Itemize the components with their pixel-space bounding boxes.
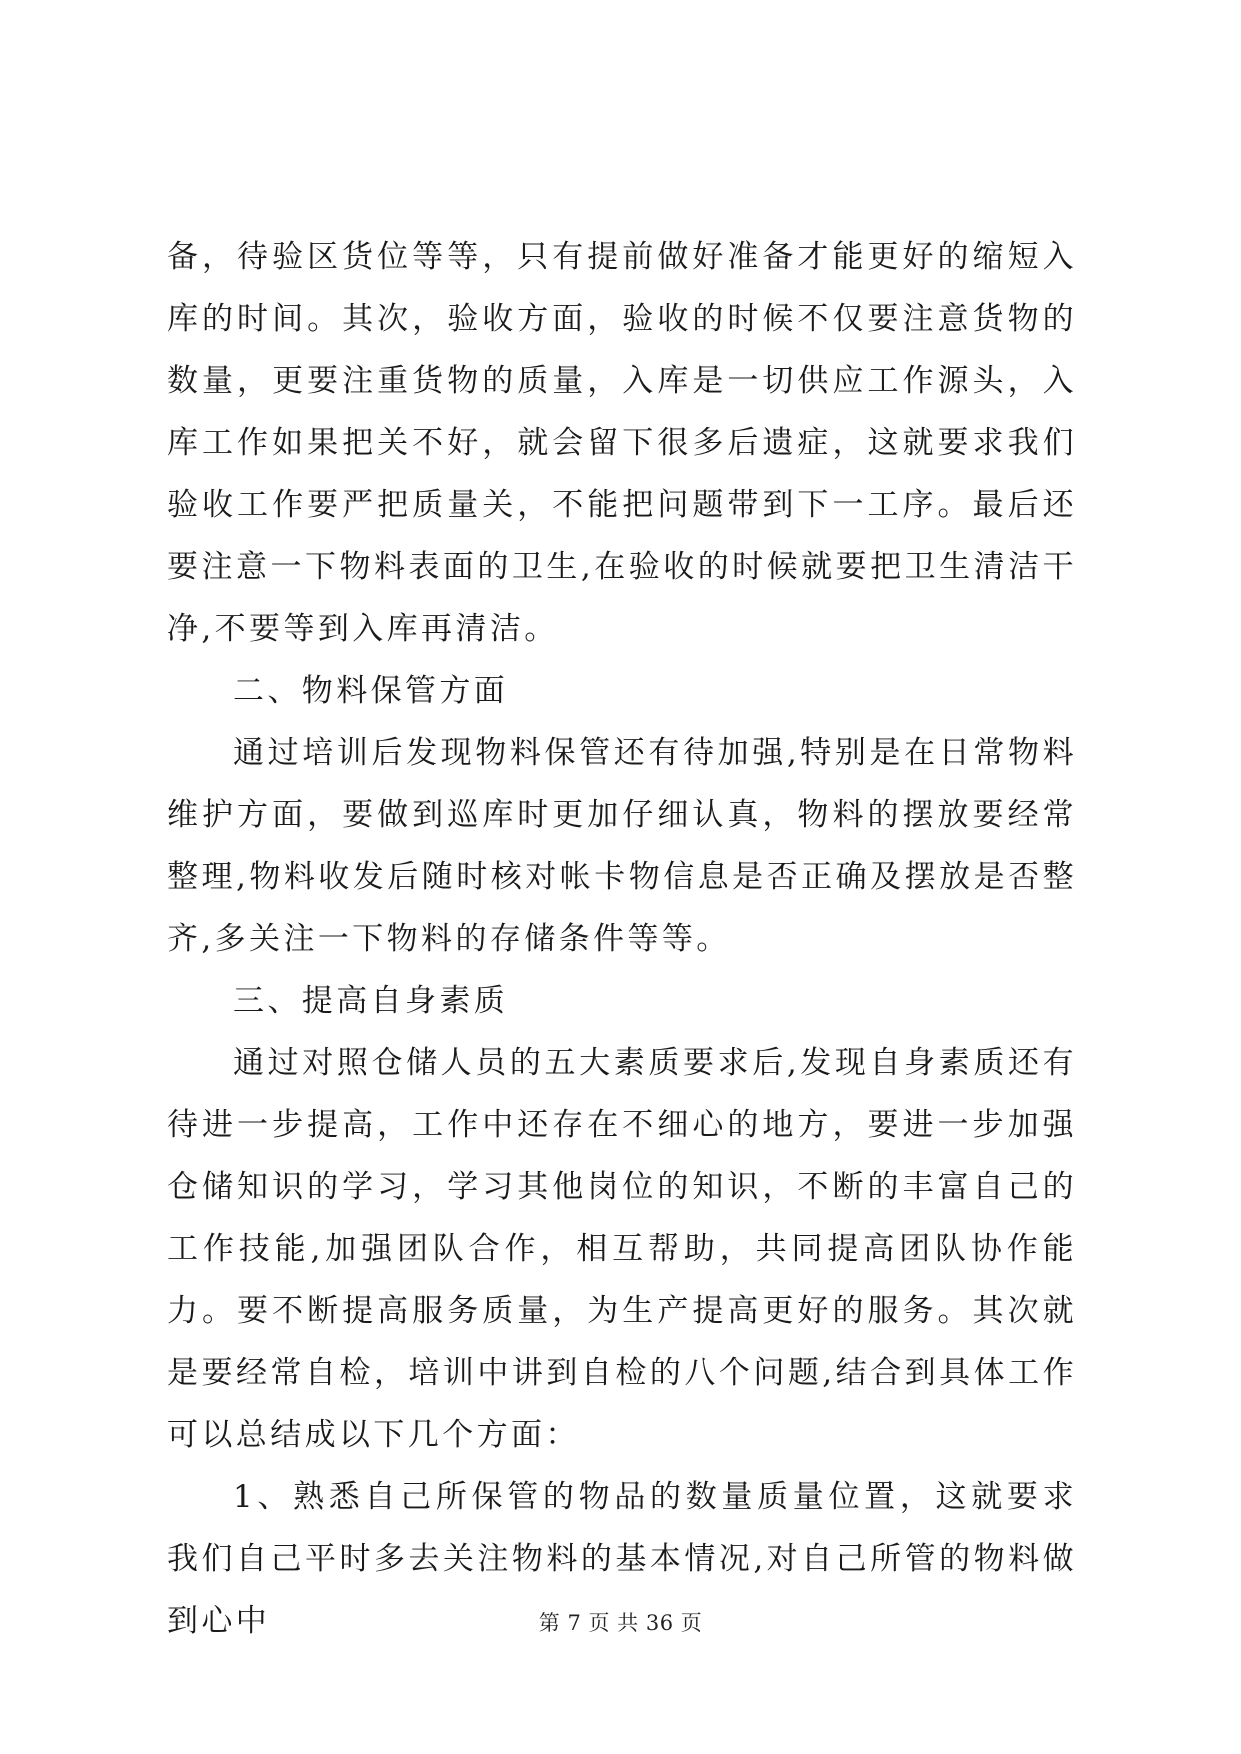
section-heading-3: 三、提高自身素质 bbox=[233, 983, 509, 1019]
paragraph-self-quality: 通过对照仓储人员的五大素质要求后,发现自身素质还有待进一步提高，工作中还存在不细心的地方，要进一步加强仓储知识的学习，学习其他岗位的知识，不断的丰富自己的工作技能,加强团队合作，相互帮助，共同提高团队协作能力。要不断提高服务质量，为生产提高更好的服务。其次就是要经常自检，培训中讲到自检的八个问题,结合到具体工作可以总结成以下几个方面： bbox=[167, 1045, 1077, 1453]
paragraph-continuation: 备，待验区货位等等，只有提前做好准备才能更好的缩短入库的时间。其次，验收方面，验收的时候不仅要注意货物的数量，更要注重货物的质量，入库是一切供应工作源头，入库工作如果把关不好，就会留下很多后遗症，这就要求我们验收工作要严把质量关，不能把问题带到下一工序。最后还要注意一下物料表面的卫生,在验收的时候就要把卫生清洁干净,不要等到入库再清洁。 bbox=[167, 239, 1077, 647]
paragraph-item-1: 1、熟悉自己所保管的物品的数量质量位置，这就要求我们自己平时多去关注物料的基本情况,对自己所管的物料做到心中 bbox=[167, 1479, 1077, 1639]
paragraph-material-storage: 通过培训后发现物料保管还有待加强,特别是在日常物料维护方面，要做到巡库时更加仔细认真，物料的摆放要经常整理,物料收发后随时核对帐卡物信息是否正确及摆放是否整齐,多关注一下物料的存储条件等等。 bbox=[167, 735, 1077, 957]
section-heading-2: 二、物料保管方面 bbox=[233, 673, 509, 709]
document-body bbox=[167, 226, 1077, 1652]
page-number-footer: 第 7 页 共 36 页 bbox=[538, 1611, 703, 1635]
